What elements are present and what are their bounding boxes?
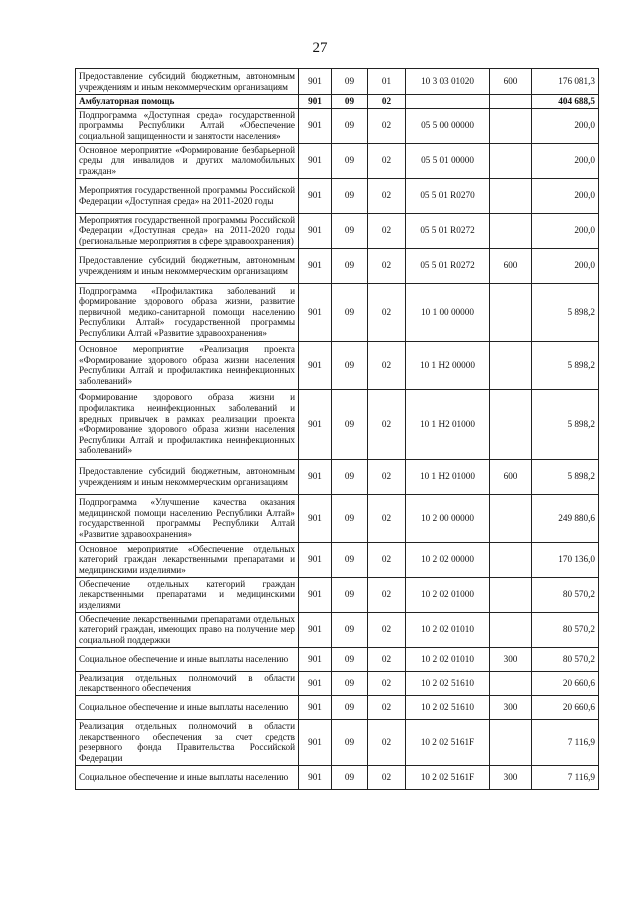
target-article-cell: 10 2 02 01000 <box>406 577 490 612</box>
target-article-cell: 10 2 02 01010 <box>406 612 490 647</box>
ministry-code-cell: 901 <box>299 143 332 178</box>
budget-table <box>75 68 599 790</box>
ministry-code-cell: 901 <box>299 69 332 95</box>
target-article-cell: 05 5 01 R0272 <box>406 248 490 283</box>
ministry-code-cell: 901 <box>299 459 332 494</box>
target-article-cell: 05 5 01 R0272 <box>406 213 490 248</box>
row-name-cell: Основное мероприятие «Обеспечение отдельных категорий граждан лекарственными препаратами и медицинскими изделиями» <box>76 542 299 577</box>
expense-type-cell <box>490 577 532 612</box>
ministry-code-cell: 901 <box>299 494 332 542</box>
subsection-code-cell: 02 <box>368 671 406 695</box>
expense-type-cell: 300 <box>490 765 532 789</box>
table-row <box>76 95 599 109</box>
expense-type-cell <box>490 671 532 695</box>
subsection-code-cell: 02 <box>368 341 406 389</box>
table-row <box>76 695 599 719</box>
row-name-cell: Подпрограмма «Профилактика заболеваний и формирование здорового образа жизни, развитие первичной медико-санитарной помощи населению Республики Алтай» государственной программы Республики Алтай «Развитие здравоохранения» <box>76 283 299 341</box>
ministry-code-cell: 901 <box>299 341 332 389</box>
expense-type-cell: 600 <box>490 459 532 494</box>
table-row <box>76 283 599 341</box>
ministry-code-cell: 901 <box>299 542 332 577</box>
subsection-code-cell: 02 <box>368 494 406 542</box>
section-code-cell: 09 <box>332 765 368 789</box>
ministry-code-cell: 901 <box>299 108 332 143</box>
row-name-cell: Предоставление субсидий бюджетным, автономным учреждениям и иным некоммерческим организациям <box>76 248 299 283</box>
subsection-code-cell: 02 <box>368 719 406 765</box>
amount-cell: 200,0 <box>532 143 599 178</box>
table-row <box>76 108 599 143</box>
amount-cell: 200,0 <box>532 213 599 248</box>
table-row <box>76 577 599 612</box>
table-row <box>76 178 599 213</box>
table-row <box>76 213 599 248</box>
amount-cell: 20 660,6 <box>532 695 599 719</box>
amount-cell: 200,0 <box>532 178 599 213</box>
expense-type-cell <box>490 719 532 765</box>
ministry-code-cell: 901 <box>299 765 332 789</box>
expense-type-cell <box>490 612 532 647</box>
subsection-code-cell: 02 <box>368 389 406 459</box>
subsection-code-cell: 02 <box>368 95 406 109</box>
table-row <box>76 389 599 459</box>
row-name-cell: Мероприятия государственной программы Российской Федерации «Доступная среда» на 2011-2020 годы <box>76 178 299 213</box>
target-article-cell: 10 2 00 00000 <box>406 494 490 542</box>
amount-cell: 5 898,2 <box>532 459 599 494</box>
expense-type-cell <box>490 108 532 143</box>
amount-cell: 404 688,5 <box>532 95 599 109</box>
table-body <box>76 69 599 790</box>
row-name-cell: Социальное обеспечение и иные выплаты населению <box>76 647 299 671</box>
row-name-cell: Мероприятия государственной программы Российской Федерации «Доступная среда» на 2011-2020 годы (региональные мероприятия в сфере здравоохранения) <box>76 213 299 248</box>
row-name-cell: Подпрограмма «Улучшение качества оказания медицинской помощи населению Республики Алтай» государственной программы Республики Алтай «Развитие здравоохранения» <box>76 494 299 542</box>
expense-type-cell <box>490 95 532 109</box>
target-article-cell: 10 1 Н2 01000 <box>406 459 490 494</box>
row-name-cell: Основное мероприятие «Реализация проекта «Формирование здорового образа жизни населения Республики Алтай и профилактика неинфекционных заболеваний» <box>76 341 299 389</box>
target-article-cell: 05 5 00 00000 <box>406 108 490 143</box>
expense-type-cell <box>490 213 532 248</box>
ministry-code-cell: 901 <box>299 695 332 719</box>
subsection-code-cell: 02 <box>368 577 406 612</box>
amount-cell: 5 898,2 <box>532 389 599 459</box>
target-article-cell: 05 5 01 R0270 <box>406 178 490 213</box>
expense-type-cell <box>490 178 532 213</box>
row-name-cell: Обеспечение отдельных категорий граждан лекарственными препаратами и медицинскими изделиями <box>76 577 299 612</box>
section-code-cell: 09 <box>332 69 368 95</box>
amount-cell: 20 660,6 <box>532 671 599 695</box>
subsection-code-cell: 02 <box>368 459 406 494</box>
table-row <box>76 143 599 178</box>
subsection-code-cell: 02 <box>368 213 406 248</box>
row-name-cell: Обеспечение лекарственными препаратами отдельных категорий граждан, имеющих право на получение мер социальной поддержки <box>76 612 299 647</box>
section-code-cell: 09 <box>332 671 368 695</box>
row-name-cell: Подпрограмма «Доступная среда» государственной программы Республики Алтай «Обеспечение социальной защищенности и занятости населения» <box>76 108 299 143</box>
target-article-cell: 10 2 02 5161F <box>406 765 490 789</box>
subsection-code-cell: 02 <box>368 178 406 213</box>
subsection-code-cell: 02 <box>368 765 406 789</box>
ministry-code-cell: 901 <box>299 612 332 647</box>
amount-cell: 249 880,6 <box>532 494 599 542</box>
table-row <box>76 494 599 542</box>
ministry-code-cell: 901 <box>299 577 332 612</box>
expense-type-cell <box>490 283 532 341</box>
table-row <box>76 671 599 695</box>
row-name-cell: Предоставление субсидий бюджетным, автономным учреждениям и иным некоммерческим организациям <box>76 459 299 494</box>
section-code-cell: 09 <box>332 695 368 719</box>
ministry-code-cell: 901 <box>299 647 332 671</box>
table-row <box>76 765 599 789</box>
amount-cell: 7 116,9 <box>532 765 599 789</box>
row-name-cell: Предоставление субсидий бюджетным, автономным учреждениям и иным некоммерческим организациям <box>76 69 299 95</box>
ministry-code-cell: 901 <box>299 671 332 695</box>
amount-cell: 200,0 <box>532 248 599 283</box>
ministry-code-cell: 901 <box>299 213 332 248</box>
section-code-cell: 09 <box>332 213 368 248</box>
expense-type-cell: 300 <box>490 647 532 671</box>
expense-type-cell: 600 <box>490 69 532 95</box>
target-article-cell: 10 2 02 51610 <box>406 695 490 719</box>
row-name-cell: Реализация отдельных полномочий в области лекарственного обеспечения за счет средств резервного фонда Правительства Российской Федерации <box>76 719 299 765</box>
ministry-code-cell: 901 <box>299 248 332 283</box>
subsection-code-cell: 01 <box>368 69 406 95</box>
amount-cell: 7 116,9 <box>532 719 599 765</box>
section-code-cell: 09 <box>332 143 368 178</box>
section-code-cell: 09 <box>332 577 368 612</box>
row-name-cell: Реализация отдельных полномочий в области лекарственного обеспечения <box>76 671 299 695</box>
target-article-cell: 10 1 Н2 00000 <box>406 341 490 389</box>
table-row <box>76 69 599 95</box>
table-row <box>76 647 599 671</box>
ministry-code-cell: 901 <box>299 95 332 109</box>
section-code-cell: 09 <box>332 542 368 577</box>
table-row <box>76 612 599 647</box>
section-code-cell: 09 <box>332 389 368 459</box>
section-code-cell: 09 <box>332 283 368 341</box>
amount-cell: 5 898,2 <box>532 283 599 341</box>
row-name-cell: Основное мероприятие «Формирование безбарьерной среды для инвалидов и других маломобильных граждан» <box>76 143 299 178</box>
target-article-cell: 10 2 02 00000 <box>406 542 490 577</box>
section-code-cell: 09 <box>332 612 368 647</box>
amount-cell: 176 081,3 <box>532 69 599 95</box>
subsection-code-cell: 02 <box>368 695 406 719</box>
target-article-cell <box>406 95 490 109</box>
subsection-code-cell: 02 <box>368 612 406 647</box>
subsection-code-cell: 02 <box>368 647 406 671</box>
subsection-code-cell: 02 <box>368 108 406 143</box>
ministry-code-cell: 901 <box>299 719 332 765</box>
table-row <box>76 341 599 389</box>
amount-cell: 80 570,2 <box>532 647 599 671</box>
section-code-cell: 09 <box>332 95 368 109</box>
target-article-cell: 10 1 00 00000 <box>406 283 490 341</box>
target-article-cell: 05 5 01 00000 <box>406 143 490 178</box>
subsection-code-cell: 02 <box>368 143 406 178</box>
table-row <box>76 459 599 494</box>
expense-type-cell <box>490 494 532 542</box>
row-name-cell: Амбулаторная помощь <box>76 95 299 109</box>
row-name-cell: Формирование здорового образа жизни и профилактика неинфекционных заболеваний и вредных привычек в рамках реализации проекта «Формирование здорового образа жизни населения Республики Алтай и профилактика неинфекционных заболеваний» <box>76 389 299 459</box>
row-name-cell: Социальное обеспечение и иные выплаты населению <box>76 695 299 719</box>
subsection-code-cell: 02 <box>368 542 406 577</box>
amount-cell: 200,0 <box>532 108 599 143</box>
section-code-cell: 09 <box>332 459 368 494</box>
expense-type-cell <box>490 341 532 389</box>
amount-cell: 170 136,0 <box>532 542 599 577</box>
section-code-cell: 09 <box>332 341 368 389</box>
expense-type-cell <box>490 143 532 178</box>
page-number: 27 <box>312 40 328 56</box>
amount-cell: 80 570,2 <box>532 577 599 612</box>
subsection-code-cell: 02 <box>368 248 406 283</box>
expense-type-cell <box>490 389 532 459</box>
table-row <box>76 248 599 283</box>
section-code-cell: 09 <box>332 719 368 765</box>
expense-type-cell: 300 <box>490 695 532 719</box>
target-article-cell: 10 2 02 5161F <box>406 719 490 765</box>
amount-cell: 80 570,2 <box>532 612 599 647</box>
row-name-cell: Социальное обеспечение и иные выплаты населению <box>76 765 299 789</box>
amount-cell: 5 898,2 <box>532 341 599 389</box>
expense-type-cell <box>490 542 532 577</box>
section-code-cell: 09 <box>332 647 368 671</box>
subsection-code-cell: 02 <box>368 283 406 341</box>
section-code-cell: 09 <box>332 248 368 283</box>
ministry-code-cell: 901 <box>299 389 332 459</box>
expense-type-cell: 600 <box>490 248 532 283</box>
section-code-cell: 09 <box>332 494 368 542</box>
section-code-cell: 09 <box>332 178 368 213</box>
target-article-cell: 10 3 03 01020 <box>406 69 490 95</box>
table-row <box>76 542 599 577</box>
ministry-code-cell: 901 <box>299 283 332 341</box>
ministry-code-cell: 901 <box>299 178 332 213</box>
table-row <box>76 719 599 765</box>
target-article-cell: 10 2 02 51610 <box>406 671 490 695</box>
target-article-cell: 10 1 Н2 01000 <box>406 389 490 459</box>
section-code-cell: 09 <box>332 108 368 143</box>
target-article-cell: 10 2 02 01010 <box>406 647 490 671</box>
